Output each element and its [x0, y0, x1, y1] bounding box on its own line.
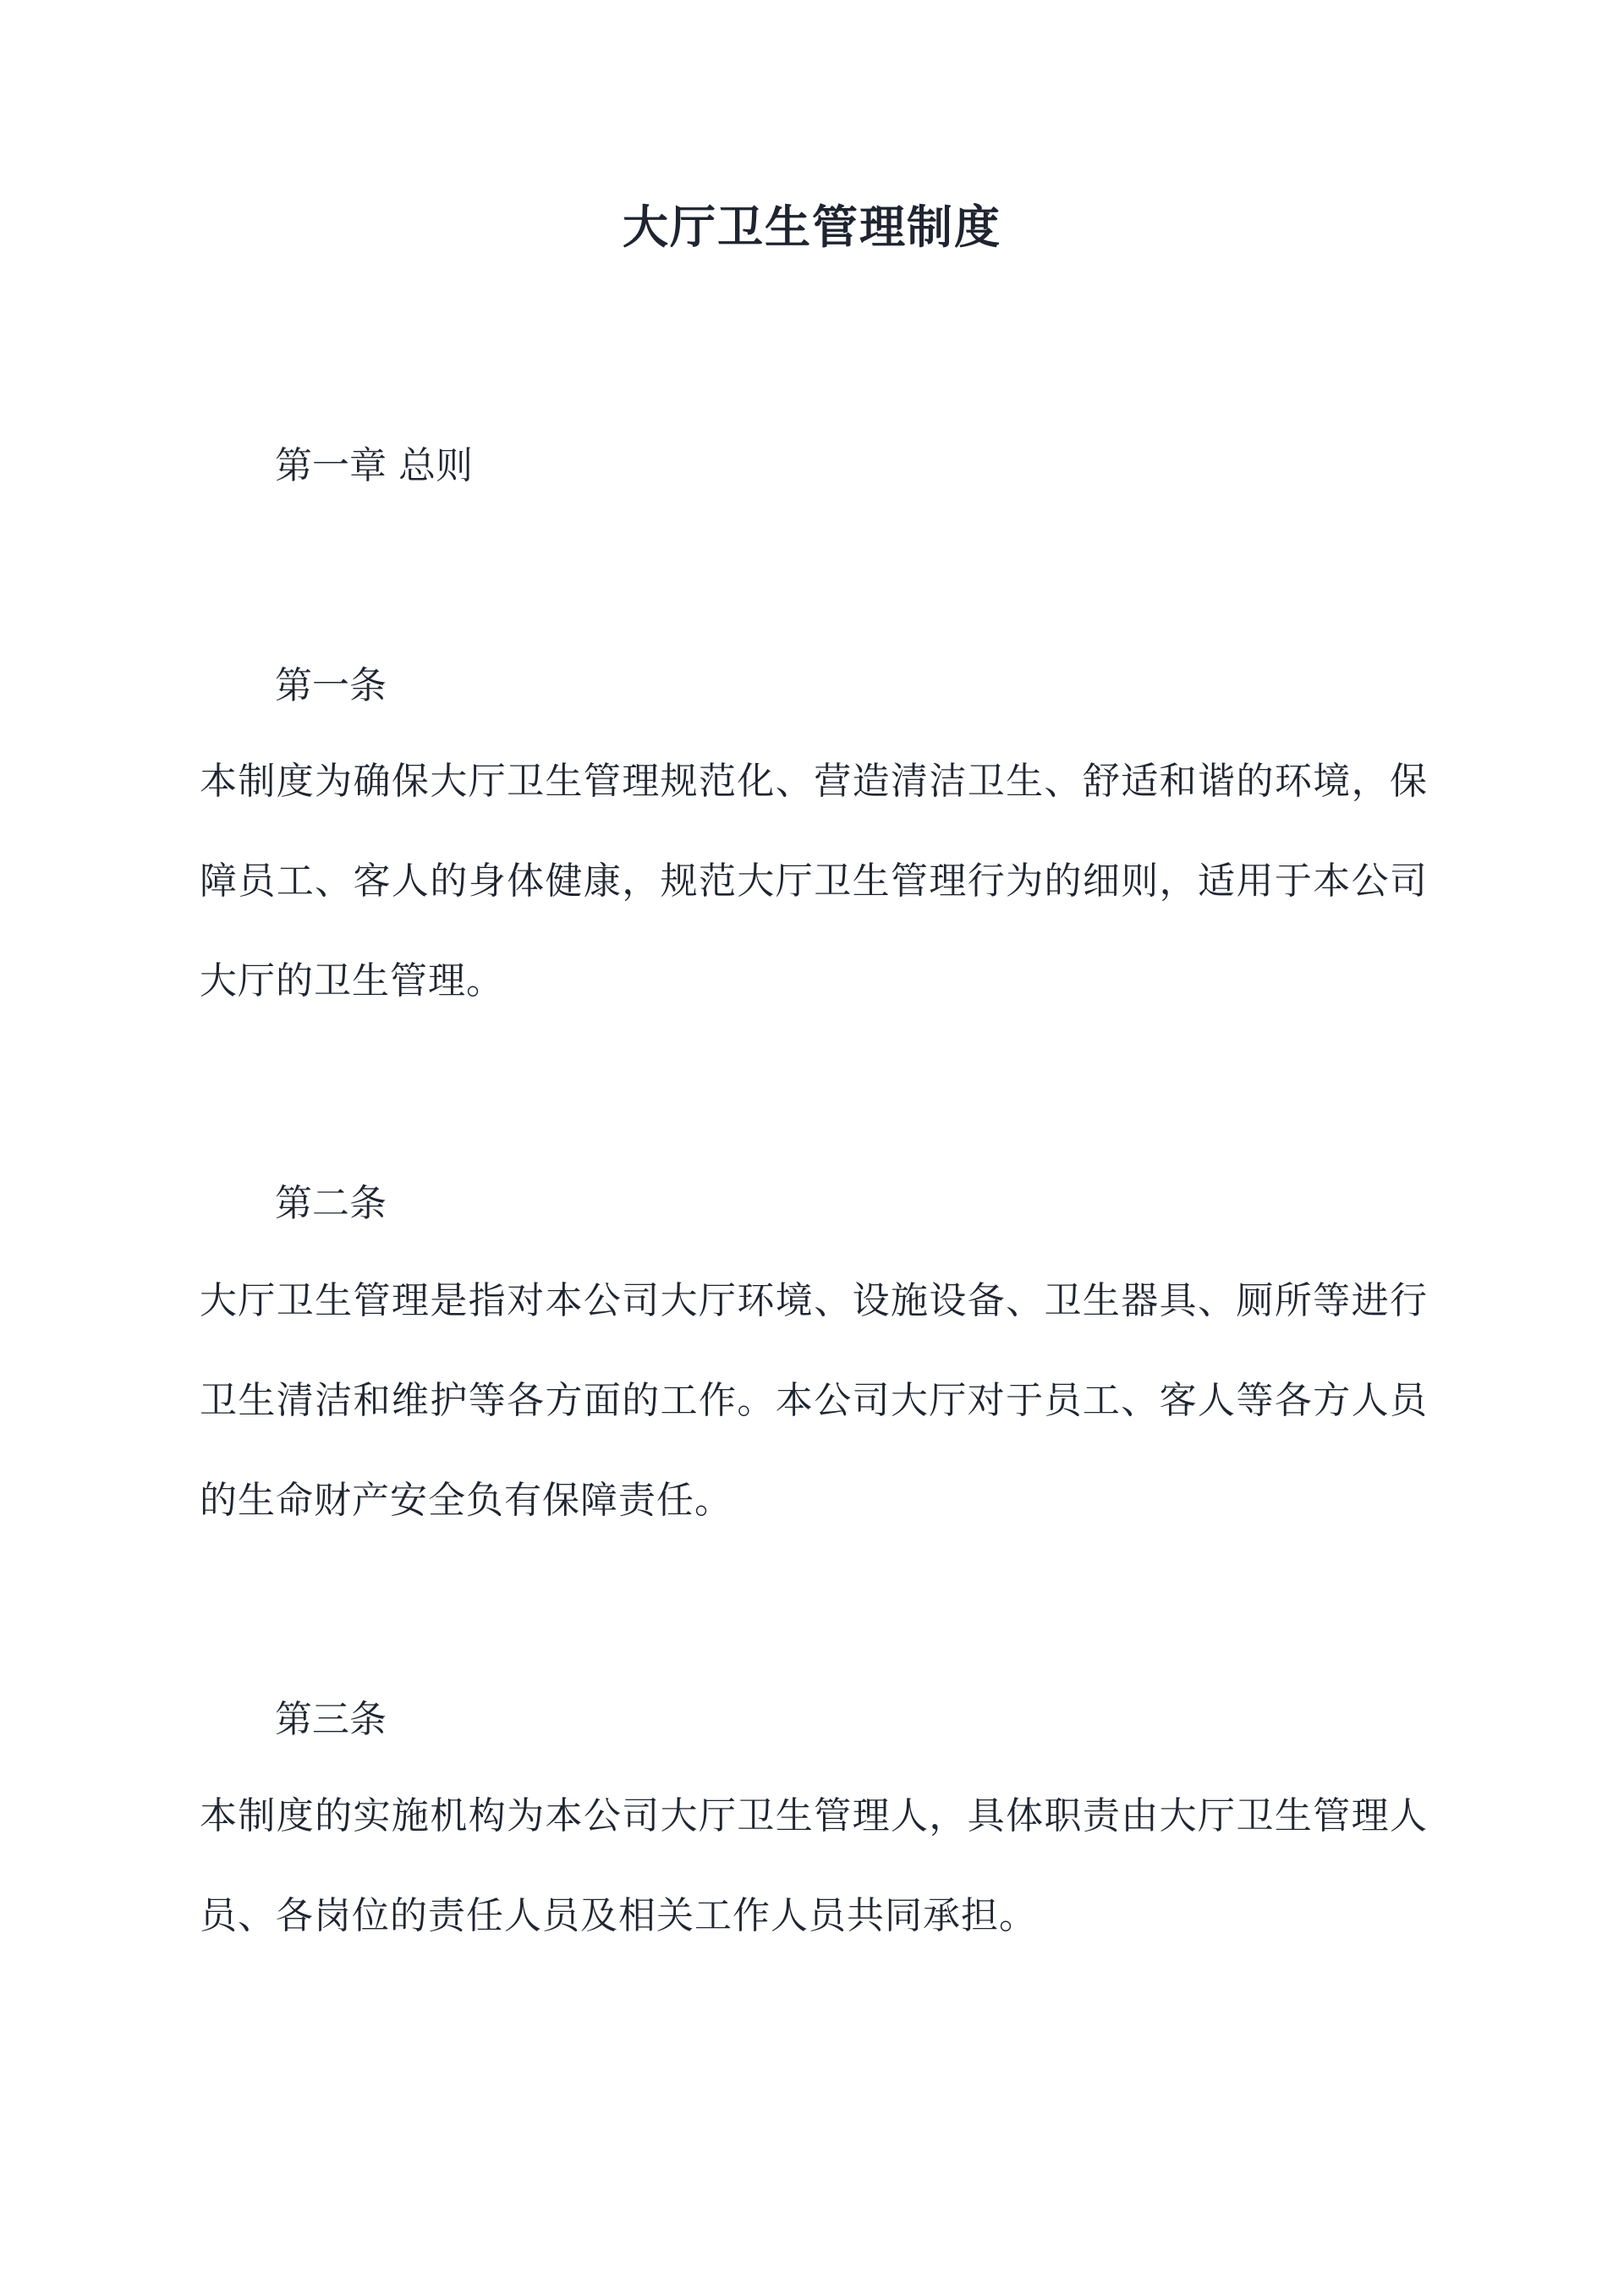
- article-1-heading: 第一条: [275, 664, 387, 707]
- document-title: 大厅卫生管理制度: [623, 200, 1001, 254]
- article-3-heading: 第三条: [275, 1698, 387, 1741]
- article-2-text: 大厅卫生管理是指对本公司大厅环境、设施设备、卫生器具、厕所等进行卫生清洁和维护等各方面的工作。本公司大厅对于员工、客人等各方人员的生命财产安全负有保障责任。: [200, 1279, 1428, 1522]
- article-3-text: 本制度的实施机构为本公司大厅卫生管理人，具体职责由大厅卫生管理人员、各岗位的责任人员及相关工作人员共同承担。: [200, 1794, 1428, 1937]
- article-2-heading: 第二条: [275, 1182, 387, 1225]
- article-1-text: 本制度为确保大厅卫生管理规范化、营造清洁卫生、舒适和谐的环境，保障员工、客人的身体健康，规范大厅卫生管理行为的细则，适用于本公司大厅的卫生管理。: [200, 760, 1428, 1002]
- chapter-heading: 第一章 总则: [275, 444, 473, 487]
